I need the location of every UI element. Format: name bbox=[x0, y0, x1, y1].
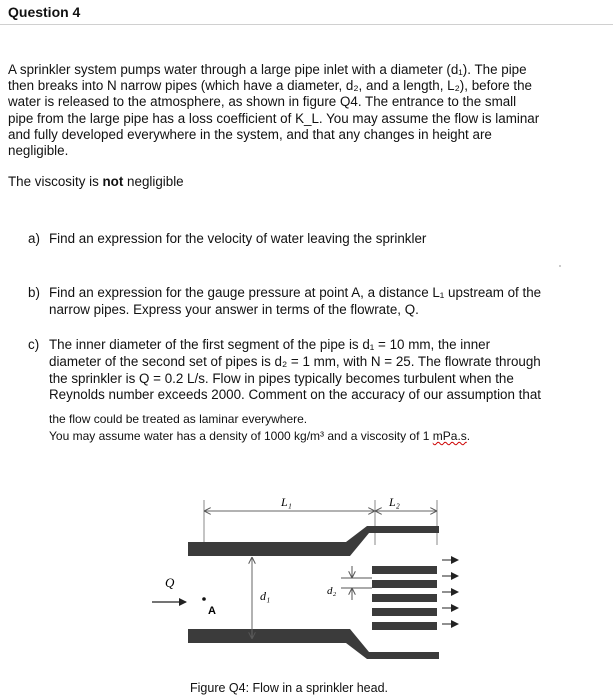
intro-line: negligible. bbox=[8, 143, 69, 159]
question-a-text: Find an expression for the velocity of water leaving the sprinkler bbox=[49, 231, 427, 246]
viscosity-unit: mPa.s bbox=[432, 429, 467, 443]
point-A-marker bbox=[202, 597, 206, 601]
question-c-label: c) bbox=[28, 337, 40, 352]
question-b-label: b) bbox=[28, 285, 40, 300]
pipe-top-wall bbox=[188, 526, 439, 556]
question-title: Question 4 bbox=[8, 4, 81, 20]
question-c-line: Reynolds number exceeds 2000. Comment on the accuracy of our assumption that bbox=[49, 387, 542, 403]
label-A: A bbox=[208, 605, 216, 617]
dimension-L2 bbox=[375, 500, 437, 545]
question-b-line: narrow pipes. Express your answer in terms of the flowrate, Q. bbox=[49, 301, 419, 317]
label-d1: d₁ bbox=[260, 589, 271, 603]
question-a-label: a) bbox=[28, 231, 40, 246]
figure-caption: Figure Q4: Flow in a sprinkler head. bbox=[190, 681, 389, 695]
intro-line: water is released to the atmosphere, as shown in figure Q4. The entrance to the small bbox=[8, 94, 517, 110]
label-L1: L₁ bbox=[281, 495, 292, 509]
label-L2: L₂ bbox=[389, 495, 400, 509]
intro-line: and fully developed everywhere in the system, and that any changes in height are bbox=[8, 126, 492, 142]
intro-line: pipe from the large pipe has a loss coefficient of K_L. You may assume the flow is laminar bbox=[8, 110, 540, 126]
label-Q: Q bbox=[165, 575, 175, 590]
dimension-d2 bbox=[341, 566, 372, 600]
question-c-line: The inner diameter of the first segment of the pipe is d₁ = 10 mm, the inner bbox=[49, 337, 491, 352]
properties-note-end: . bbox=[466, 429, 471, 443]
outlet-arrows bbox=[442, 560, 458, 624]
laminar-note: the flow could be treated as laminar everywhere. bbox=[49, 412, 308, 426]
intro-line: then breaks into N narrow pipes (which have a diameter, d₂, and a length, L₂), before the bbox=[8, 78, 533, 94]
viscosity-pre: The viscosity is bbox=[8, 174, 103, 189]
viscosity-bold: not bbox=[102, 174, 124, 189]
intro-line: A sprinkler system pumps water through a large pipe inlet with a diameter (d₁). The pipe bbox=[8, 62, 527, 77]
label-d2: d₂ bbox=[327, 585, 337, 597]
viscosity-post: negligible bbox=[123, 174, 184, 189]
narrow-pipes bbox=[372, 566, 437, 630]
question-b-line: Find an expression for the gauge pressure at point A, a distance L₁ upstream of the bbox=[49, 285, 542, 300]
question-c-line: diameter of the second set of pipes is d₂ = 1 mm, with N = 25. The flowrate through bbox=[49, 353, 541, 369]
pipe-bottom-wall bbox=[188, 629, 439, 659]
question-c-line: the sprinkler is Q = 0.2 L/s. Flow in pipes typically becomes turbulent when the bbox=[49, 370, 514, 386]
properties-note-text: You may assume water has a density of 1000 kg/m³ and a viscosity of 1 bbox=[49, 429, 433, 443]
